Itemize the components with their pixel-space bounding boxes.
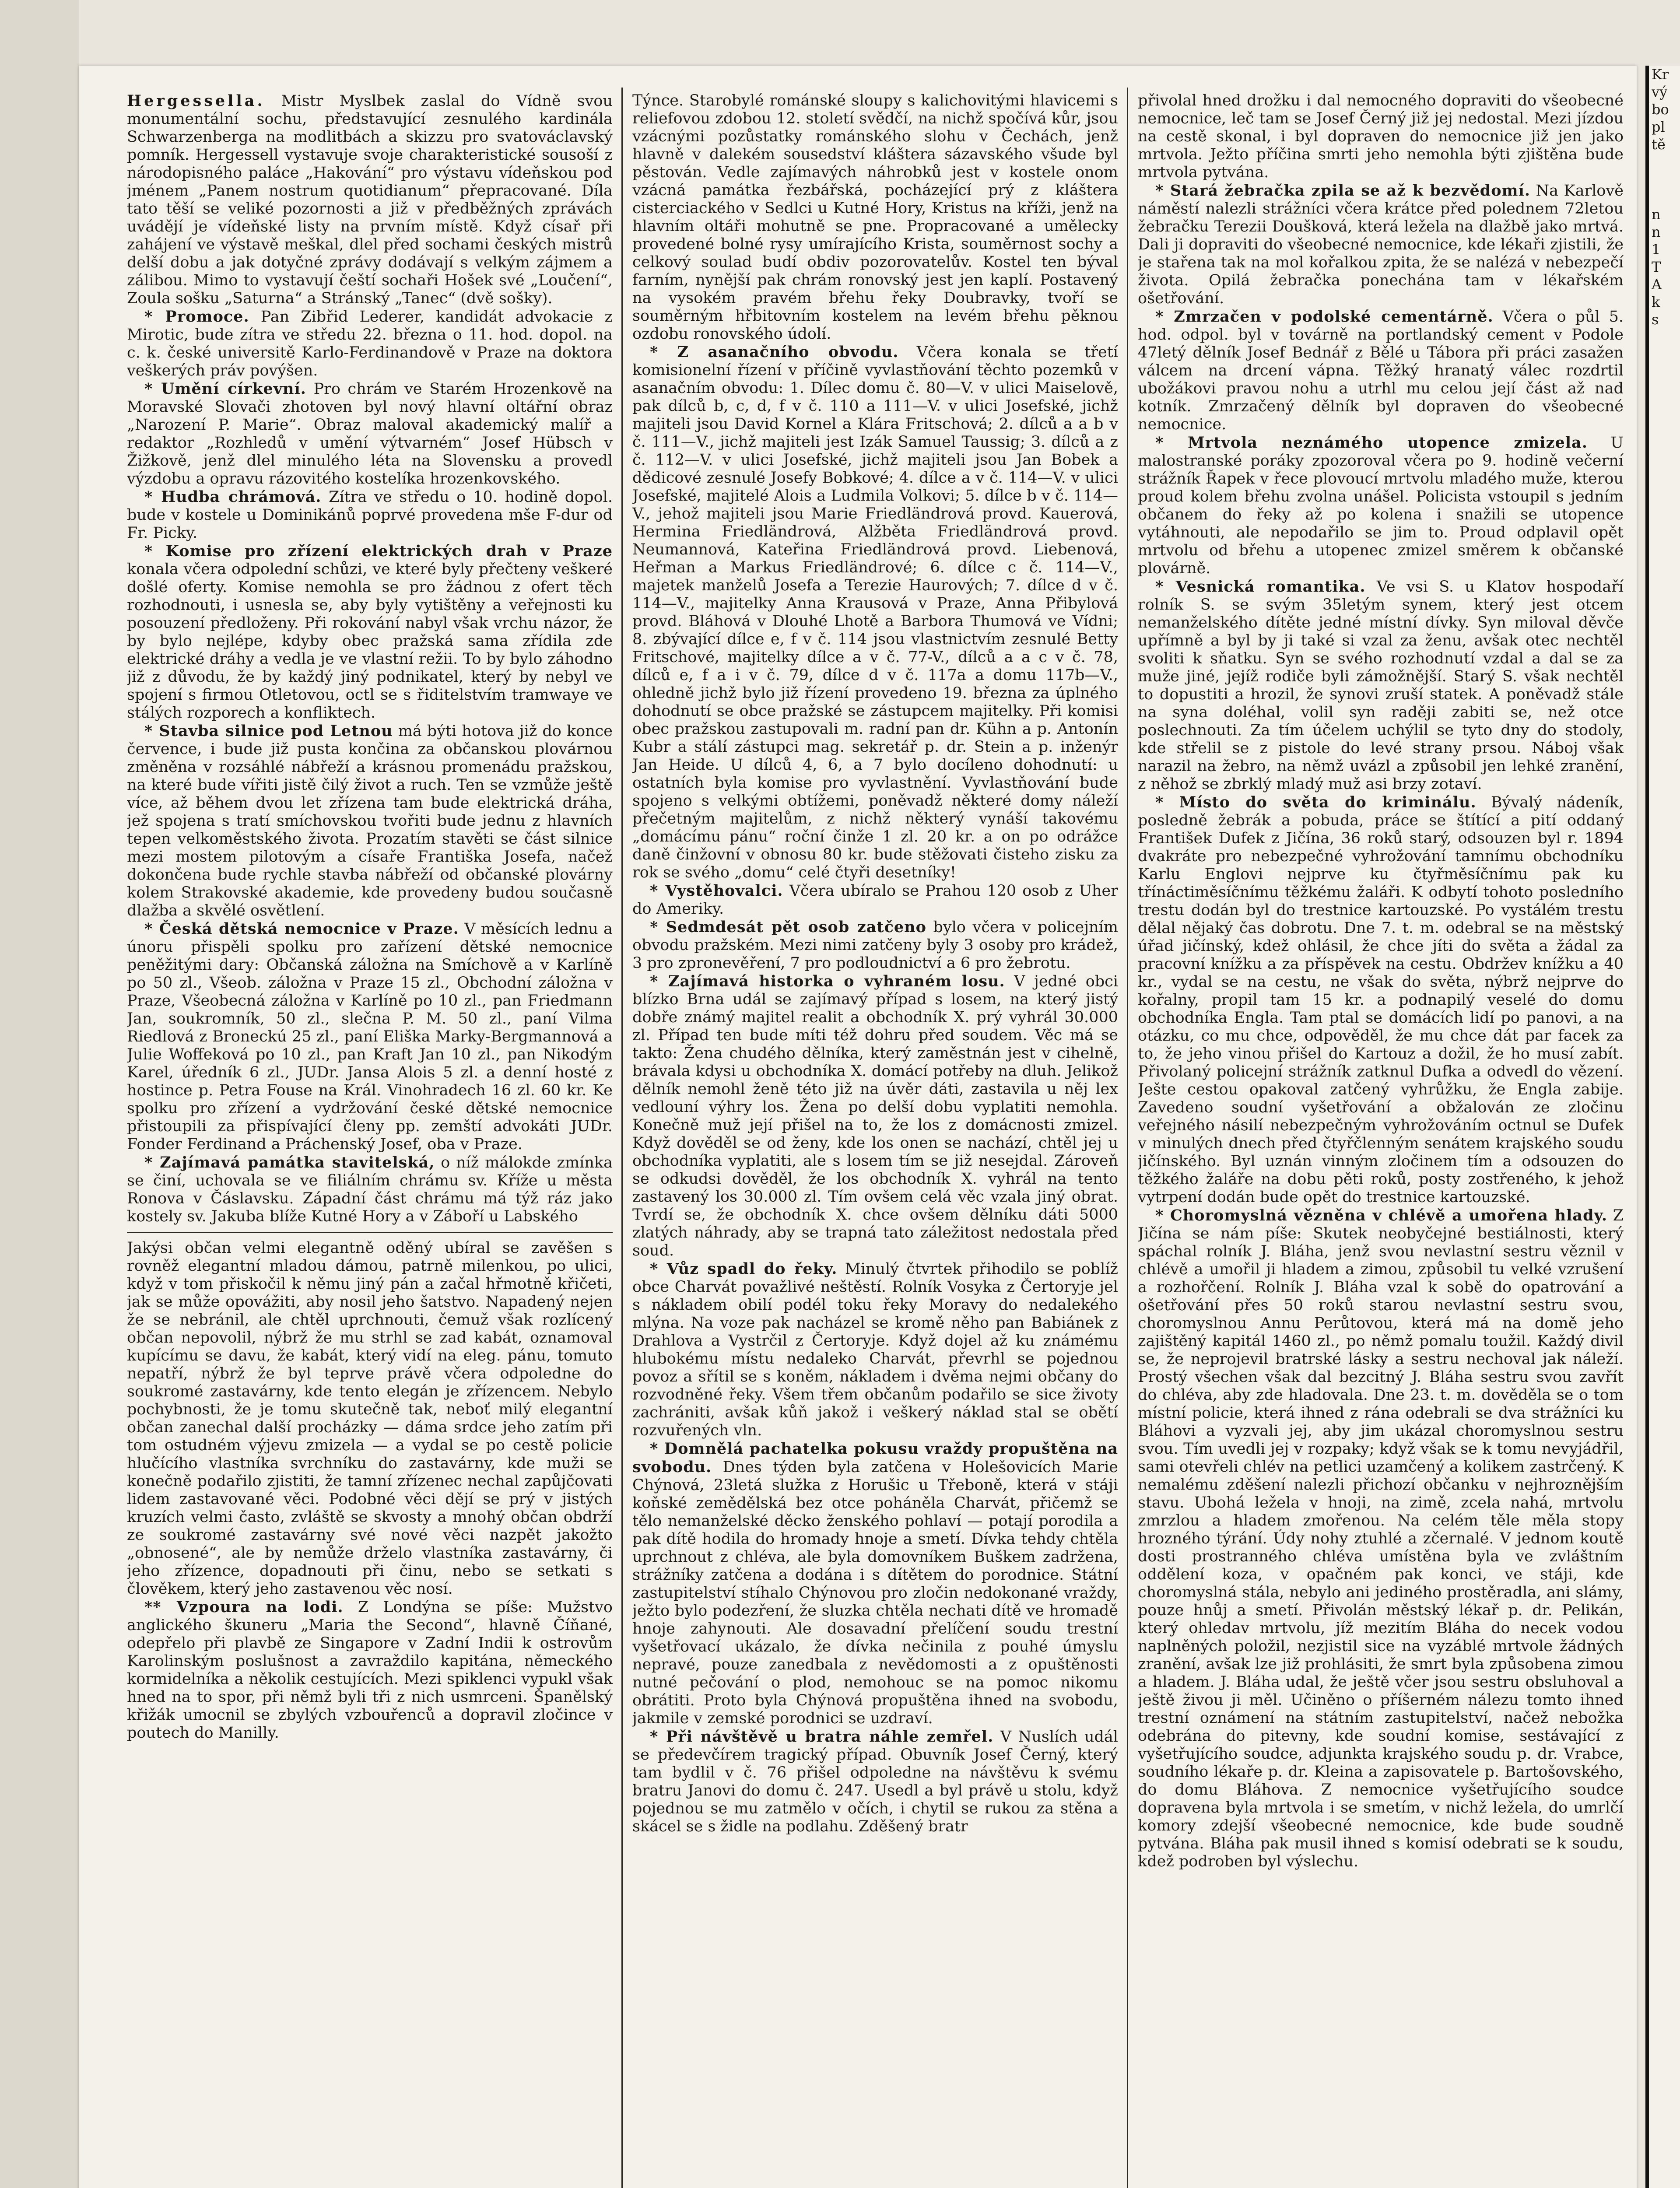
article-body: Jakýsi občan velmi elegantně oděný ubíral se zavěšen s rovněž elegantní mladou dámou, patrně milenkou, po ulici, když v tom přiskočil k němu jiný pán a začal hřmotně křičeti, jak se může opovážiti, aby nosil jeho šatstvo. Napadený nejen že se nebránil, ale chtěl uprchnouti, čemuž však rozlícený občan nepovolil, nýbrž že mu strhl se zad kabát, oznamoval kupícímu se davu, že kabát, který vidí na eleg. pánu, tomuto nepatří, nýbrž že byl teprve právě včera odpoledne do soukromé zastavárny, kde tento elegán je zřízencem. Nebylo pochybnosti, že je tomu skutečně tak, neboť milý elegantní občan zanechal další procházky — dáma srdce jeho zatím při tom ostudném výjevu zmizela — a vydal se po cestě policie hlučícího vlastníka svrchníku do zastavárny, kde muži se konečně podařilo zjistiti, že tamní zřízenec nechal zapůjčovati lidem zastavované věci. Podobné věci dějí se prý v jistých kruzích velmi často, zvláště se skvosty a mnohý občan obdrží ze soukromé zastavárny své nové věci nazpět jakožto „obnosené“, ale by nemůže drželo vlastníka zastavárny, či jeho zřízence, dopadnouti při činu, nebo se setkati s člověkem, který jeho zastavenou věc nosí. (127, 1239, 613, 1598)
article-nemocnice (127, 920, 613, 1154)
article-stavba (127, 722, 613, 920)
article-body: V měsících lednu a únoru přispěli spolku pro zařízení dětské nemocnice peněžitými dary: Občanská záložna na Smíchově a v Karlíně po 50 zl., Všeob. záložna v Praze 15 zl., Obchodní záložna v Praze, Všeobecná záložna v Karlíně po 10 zl., pan Friedmann Jan, soukromník, 50 zl., slečna P. M. 50 zl., paní Vilma Riedlová z Broneckú 25 zl., paní Eliška Marky-Bergmannová a Julie Woffeková po 10 zl., pan Kraft Jan 10 zl., pan Nikodým Karel, úředník 6 zl., JUDr. Jansa Alois 5 zl. a denní hosté z hostince p. Petra Fouse na Král. Vinohradech 16 zl. 60 kr. Ke spolku pro zřízení a vydržování české dětské nemocnice přistoupili za přispívající členy pp. zemští advokáti JUDr. Fonder Ferdinand a Práchenský Josef, oba v Praze. (127, 920, 613, 1153)
article-pamatka (127, 1154, 613, 1226)
article-body: Pro chrám ve Starém Hrozenkově na Moravské Slovači zhotoven byl nový hlavní oltářní obraz „Narození P. Marie“. Obraz maloval akademický malíř a redaktor „Rozhledů v umění výtvarném“ Josef Hübsch v Žižkově, jenž dlel minulého léta na Slovensku a provedl výzdobu a opravu rázovitého kostelíka hrozenkovského. (127, 380, 613, 487)
column-3 (1138, 92, 1624, 2188)
column-1 (127, 92, 613, 2188)
article-feuilleton (127, 1239, 613, 1598)
article-body: Včera ubíralo se Prahou 120 osob z Uher do Ameriky. (632, 882, 1118, 918)
article-vystehovalci (632, 882, 1118, 918)
scan-margin (0, 0, 79, 2188)
edge-fragment: 1 (1652, 241, 1661, 258)
edge-gap (1652, 153, 1680, 206)
article-body: Týnce. Starobylé románské sloupy s kalichovitými hlavicemi s reliefovou zdobou 12. století svědčí, na nichž spočívá kůr, jsou vzácnými pozůstatky románského slohu v Čechách, jenž hlavně v dalekém sousedství kláštera sázavského všude byl pěstován. Vedle zajímavých náhrobků jest v kostele onom vzácná památka řezbářská, pocházející prý z kláštera cisterciackého v Sedlci u Kutné Hory, Kristus na kříži, jenž na hlavním oltáři mohutně se pne. Propracované a umělecky provedené bolné rysy umírajícího Krista, souměrnost sochy a celkový soulad budí obdiv pozorovatelův. Kostel ten býval farním, nynější pak chrám ronovský jest jen kaplí. Postavený na vysokém pravém břehu řeky Doubravky, tvoří se souměrným hřbitovním kostelem na levém břehu pěknou ozdobu ronovského údolí. (632, 92, 1118, 343)
column-rule (1127, 88, 1128, 2188)
article-title: ** Vzpoura na lodi. (144, 1598, 344, 1616)
article-title: * Promoce. (144, 308, 249, 326)
article-title: * Komise pro zřízení elektrických drah v Praze (144, 542, 613, 560)
article-body: Pan Zibřid Lederer, kandidát advokacie z Mirotic, bude zítra ve středu 22. března o 11. hod. dopol. na c. k. české universitě Karlo-Ferdinandově v Praze na doktora veškerých práv povýšen. (127, 308, 613, 379)
article-navsteva (632, 1728, 1118, 1836)
article-body: Na Karlově náměstí nalezli strážníci včera krátce před polednem 72letou žebračku Terezii Doušková, která ležela na dlažbě jako mrtvá. Dali ji dopraviti do všeobecné nemocnice, kde lékaři zjistili, že je stařena tak na mol kořalkou zpita, že se nalézá v nebezpečí života. Opilá žebračka ponechána tam v lékařském ošetřování. (1138, 182, 1624, 307)
article-pachatelka (632, 1440, 1118, 1728)
article-promoce (127, 308, 613, 380)
article-body: Minulý čtvrtek přihodilo se poblíž obce Charvát považlivé neštěstí. Rolník Vosyka z Čertoryje jel s nákladem obilí podél toku řeky Moravy do nedalekého mlýna. Na voze pak nacházel se kromě něho pan Babiánek z Drahlova a Vystrčil z Čertoryje. Když dojel až ku známému hlubokému místu nedaleko Charvát, převrhl se pojednou povoz a sřítil se s koněm, nákladem i dvěma nejmi občany do rozvodněné řeky. Všem třem občanům podařilo se sice životy zachrániti, avšak kůň jakož i veškerý náklad stal se obětí rozvuřených vln. (632, 1260, 1118, 1439)
edge-fragment: bo (1652, 101, 1669, 118)
article-body: Včera o půl 5. hod. odpol. byl v továrně na portlandský cement v Podole 47letý dělník Josef Bednář z Bělé u Tábora při práci zasažen válcem na drcení vápna. Těžký hranatý válec rozdrtil ubožákovi pravou nohu a utrhl mu celou její část až nad kotník. Zmrzačený dělník byl dopraven do všeobecné nemocnice. (1138, 308, 1624, 433)
article-vuz (632, 1260, 1118, 1440)
article-title: * Zmrzačen v podolské cementárně. (1155, 308, 1494, 326)
article-body: Bývalý nádeník, posledně žebrák a pobuda, práce se štítící a pití oddaný František Dufek z Jičína, 36 roků starý, odsouzen byl r. 1894 dvakráte pro nebezpečné vyhrožování tamnímu obchodníku Karlu Englovi nejprve ku čtyřměsíčnímu pak ku třínáctiměsíčnímu těžkému žaláři. K odbytí tohoto posledního trestu dodán byl do trestnice kartouzské. Po vystálém trestu dělal nějaký čas dobrotu. Dne 7. t. m. odebral se na městský úřad jičínský, kdež ohlásil, že chce jíti do světa a žádal za pracovní knížku a za příspěvek na cestu. Obdržev knížku a 40 kr., vydal se na cestu, ne však do světa, nýbrž nejprve do kořalny, propil tam 15 kr. a podnapilý veselé do domu obchodníka Engla. Tam ptal se domácích lidí po panovi, a na otázku, co mu chce, odpověděl, že mu chce dát par facek za to, že jeho vinou přišel do Kartouz a dožil, že ho musí zabít. Přivolaný policejní strážník zatknul Dufka a odvedl do vězení. Ješte cestou opakoval zatčený vyhrůžku, že Engla zabije. Zavedeno soudní vyšetřování a obžalován ze zločinu veřejného násilí nebezpečným vyhrožováním octnul se Dufek v minulých dnech před čtyřčlenným senátem krajského soudu jičínského. Byl uznán vinným zločinem tím a odsouzen do těžkého žaláře na dobu pěti roků, posty zostřeného, k jehož vytrpení dodán bude opět do trestnice kartouzské. (1138, 794, 1624, 1206)
article-body: bylo včera v policejním obvodu pražském. Mezi nimi zatčeny byly 3 osoby pro krádež, 3 pro zpronevěření, 7 pro podloudnictví a 6 pro žebrotu. (632, 919, 1118, 972)
edge-fragment: T (1652, 259, 1661, 275)
article-body: má býti hotova již do konce července, i bude již pusta končina za občanskou plovárnou změněna v rozsáhlé nábřeží a krásnou promenádu pražskou, na které bude vířiti jistě čilý život a ruch. Ten se vzmůže ještě více, až během dvou let zřízena tam bude elektrická dráha, jež spojena s tratí smíchovskou tvořiti bude jednu z hlavních tepen velkoměstského života. Prozatím stavěti se část silnice mezi mostem pilotovým a císaře Františka Josefa, načež dokončena bude rychle stavba nábřeží od občanské plovárny kolem Strakovské akademie, kde provedeny budou současně dlažba a skvělé osvětlení. (127, 722, 613, 919)
article-body: V Nuslích udál se předevčírem tragický případ. Obuvník Josef Černý, který tam bydlil v č. 76 přišel odpoledne na návštěvu k svému bratru Janovi do domu č. 247. Usedl a byl právě u stolu, když pojednou se mu zatmělo v očích, i chytil se rukou za stěna a skácel se s židle na podlahu. Zděšený bratr (632, 1728, 1118, 1835)
article-body: Z Jičína se nám píše: Skutek neobyčejné bestiálnosti, který spáchal rolník J. Bláha, jenž svou nevlastní sestru věznil v chlévě a umořil ji hladem a zimou, způsobil tu velké vzrušení a rozhořčení. Rolník J. Bláha vzal k sobě do opatrování a ošetřování přes 50 roků starou nevlastní sestru svou, choromyslnou Annu Perůtovou, která má na domě jeho zajištěný kapitál 1460 zl., po němž pomalu toužil. Každý divil se, že neprojevil bratrské lásky a sestru nechoval jak náleží. Prostý všechen však dal bezcitný J. Bláha sestru svou zavřít do chléva, aby zde hladovala. Dne 23. t. m. dověděla se o tom místní policie, která ihned z rána odebrali se dva strážníci ku Bláhovi a vyzvali jej, aby jim ukázal choromyslnou sestru svou. Tím uvedli jej v rozpaky; když však se k tomu nevyjádřil, sami otevřeli chlév na petlici uzamčený a kolikem zastrčený. K nemalému zděšení nalezli přichozí občanku v nejhroznějším stavu. Ubohá ležela v hnoji, na zimě, zcela nahá, mrtvolu zmrzlou a hladem zmořenou. Na celém těle měla stopy hrozného týrání. Údy nohy ztuhlé a zčernalé. V jednom koutě dosti prostranného chléva umístěna byla ve zvláštním oddělení koza, v opačném pak konci, ve stáji, kde choromyslná stála, nebylo ani jediného prostěradla, ani slámy, pouze hnůj a smetí. Přivolán městský lékař p. dr. Pelikán, který ohledav mrtvolu, jíž mezitím Bláha do necek vodou naplněných položil, nezjistil sice na vyzáblé mrtvole žádných zranění, avšak lze již prohlásiti, že smrt byla způsobena zimou a hladem. J. Bláha udal, že ještě včer jsou sestru obsluhoval a ještě živou ji měl. Učiněno o příšerném nálezu tomto ihned trestní oznámení na státním zastupitelství, načež nebožka odebrána do pitevny, kde soudní komise, sestávající z vyšetřujícího soudce, adjunkta krajského soudu p. dr. Vrabce, soudního lékaře p. dr. Kleina a zapisovatele p. Bartošovského, do domu Bláhova. Z nemocnice vyšetřujícího soudce dopravena byla mrtvola i se smetím, v nichž ležela, do umrlčí komory zdejší všeobecné nemocnice, kde bude soudně pytvána. Bláha pak musil ihned s komisí odebrati se k soudu, kdež podroben byl výslechu. (1138, 1207, 1624, 1870)
article-navsteva-cont (1138, 92, 1624, 182)
column-rule (621, 88, 623, 2188)
edge-fragment: n (1652, 206, 1661, 223)
article-body: Z Londýna se píše: Mužstvo anglického škuneru „Maria the Second“, hlavně Číňané, odepřelo při plavbě ze Singapore v Zadní Indii k ostrovům Karolinským poslušnost a zavraždilo kapitána, německého kormidelníka a několik cestujících. Mezi spiklenci vypukl však hned na to spor, při němž byli tři z nich usmrceni. Španělský křižák umocnil se zbylých vzbouřenců a dopravil zločince v poutech do Manilly. (127, 1599, 613, 1742)
article-body: Ve vsi S. u Klatov hospodaří rolník S. se svým 35letým synem, který jest otcem nemanželského dítěte jedné místní dívky. Syn miloval děvče upřímně a byl by ji také si vzal za ženu, avšak otec nechtěl svoliti k sňatku. Syn se svého rozhodnutí vzdal a dal se za muže jiné, jejíž rodiče byli zámožnější. Starý S. však nechtěl to dopustiti a hrozil, že synovi zruší statek. A poněvadž stále na syna doléhal, volil syn raději zabiti se, než otce poslechnouti. Za tím účelem uchýlil se tyto dny do stodoly, kde střelil se z pistole do levé strany prsou. Náboj však narazil na žebro, na němž uvázl a způsobil jen lehké zranění, z něhož se zbrklý mladý muž asi brzy zotaví. (1138, 578, 1624, 793)
article-title: * Choromyslná vězněna v chlévě a umořena hlady. (1155, 1206, 1608, 1224)
article-title: * Stará žebračka zpila se až k bezvědomí. (1155, 182, 1531, 200)
edge-fragment: Kr (1652, 66, 1669, 83)
article-zatceno (632, 918, 1118, 972)
article-body: Včera konala se třetí komisionelní řízení v příčině vyvlastňování těchto pozemků v asanačním obvodu: 1. Dílec domu č. 80—V. v ulici Maiselově, pak dílců b, c, d, f v č. 110 a 111—V. v ulici Josefské, jichž majiteli jsou David Kornel a Klára Fritschová; 2. dílců a a b v č. 111—V., jichž majiteli jest Izák Samuel Taussig; 3. dílců a z č. 112—V. v ulici Josefské, jichž majiteli jsou Jan Bobek a dědicové zesnulé Josefy Bobkové; 4. dílce a v č. 114—V. v ulici Josefské, majitelé Alois a Ludmila Volkovi; 5. dílce b v č. 114—V., jehož majiteli jsou Marie Friedländrová provd. Kauerová, Hermina Friedländrová, Alžběta Friedländrová provd. Neumannová, Kateřina Friedländrová provd. Liebenová, Heřman a Markus Friedländrové; 6. dílce c č. 114—V., majetek manželů Josefa a Terezie Haurových; 7. dílce d v č. 114—V., majitelky Anna Krausová v Praze, Anna Přibylová provd. Bláhová v Dlouhé Lhotě a Barbora Thumová ve Vídni; 8. zbývající dílce e, f v č. 114 jsou vlastnictvím zesnulé Betty Fritschové, majitelky dílce a v č. 77-V., dílců a a c v č. 78, dílců e, f a i v č. 79, dílce d v č. 117a a domu 117b—V., ohledně jichž bylo již řízení provedeno 19. března za úplného dohodnutí se obce pražské se zástupcem majitelky. Při komisi obec pražskou zastupovali m. radní pan dr. Kühn a p. Antonín Kubr a stálí zástupci mag. sekretář p. dr. Stein a p. inženýr Jan Heide. U dílců 4, 6, a 7 bylo docíleno dohodnutí: u ostatních byla komise pro vyvlastnění. Vyvlastňování bude spojeno s velkými obtížemi, poněvadž některé domy náleží přečetným majitelům, z nichž některý vynáší takovému „domácímu pánu“ roční činže 1 zl. 20 kr. a on po odrážce daně činžovní v obnosu 80 kr. bude stěžovati čisteho zisku za rok se svého „domu“ celé čtyři desetníky! (632, 344, 1118, 881)
article-title: * Umění církevní. (144, 380, 306, 398)
article-title: Hergessella. (127, 92, 265, 110)
edge-fragment: s (1652, 311, 1659, 328)
section-divider (127, 1232, 613, 1233)
article-los (632, 972, 1118, 1260)
article-zebracka (1138, 182, 1624, 308)
article-title: * Sedmdesát pět osob zatčeno (650, 918, 926, 936)
article-body: Dnes týden byla zatčena v Holešovicích Marie Chýnová, 23letá služka z Horušic u Třeboně, která v stáji koňské zemědělská bez otce poháněla Charvát, přičemž se tělo nemanželské děcko ženského pohlaví — potají porodila a pak dítě hodila do hromady hnoje a smetí. Dívka tehdy chtěla uprchnout z chléva, ale byla domovníkem Buškem zadržena, strážníky zatčena a dodána i s dítětem do porodnice. Státní zastupitelství stíhalo Chýnovou pro zločin nedokonané vraždy, ježto bylo podezření, že sluzka chtěla nechati dítě ve hromadě hnoje zahynouti. Ale dosavadní přelíčení soudu trestní vyšetřovací ukázalo, že dívka nečinila z pouhé úmyslu nepravé, pouze zanedbala z nevědomosti a z opuštěnosti nutné pečování o plod, nemohouc se na pomoc nikomu obrátiti. Proto byla Chýnová propuštěna ihned na svobodu, jakmile v zemské porodnici se uzdraví. (632, 1459, 1118, 1727)
article-choromyslna (1138, 1206, 1624, 1871)
article-hergessell (127, 92, 613, 308)
article-title: * Vesnická romantika. (1155, 578, 1366, 596)
article-title: * Zajímavá historka o vyhraném losu. (650, 972, 1005, 990)
newspaper-page (79, 66, 1637, 2188)
article-romantika (1138, 578, 1624, 793)
column-2 (632, 92, 1118, 2188)
article-body: U malostranské poráky zpozoroval včera po 9. hodině večerní strážník Řapek v řece plovoucí mrtvolu mladého muže, kterou proud kolem břehu zvolna unášel. Policista vstoupil s jedním občanem do řeky až po kolena i snažili se utopence vytáhnouti, ale nepodařilo se jim to. Proud odplavil opět mrtvolu od břehu a utopenec zmizel směrem k občanské plovárně. (1138, 434, 1624, 577)
article-body: Zítra ve středu o 10. hodině dopol. bude v kostele u Dominikánů poprvé provedena mše F-dur od Fr. Picky. (127, 488, 613, 542)
article-title: * Stavba silnice pod Letnou (144, 722, 393, 740)
adjacent-page-edge (1645, 66, 1680, 2188)
article-body: Mistr Myslbek zaslal do Vídně svou monumentální sochu, představující zesnulého kardinála Schwarzenberga na modlitbách a skizzu pro svatováclavský pomník. Hergessell vystavuje svoje charakteristické sousoší z národopisného paláce „Hakování“ pro výstavu vídeňskou pod jménem „Panem nostrum quotidianum“ přepracované. Díla tato těší se veliké pozornosti a již v předběžných zprávách uvádějí je vídeňské listy na prvním místě. Když císař při zahájení ve výstavě meškal, dlel před sochami českých mistrů delší dobu a jak dotyčné zprávy dodávají s velkým zájmem a zálibou. Mimo to vystavují čeští sochaři Hošek své „Loučení“, Zoula sošku „Saturna“ a Stránský „Tanec“ (dvě sošky). (127, 92, 613, 307)
article-komise (127, 542, 613, 722)
edge-fragment: k (1652, 294, 1660, 310)
article-body: V jedné obci blízko Brna udál se zajímavý případ s losem, na který jistý dobře známý majitel realit a obchodník X. prý vyhrál 30.000 zl. Případ ten bude míti též dohru před soudem. Věc má se takto: Žena chudého dělníka, který zaměstnán jest v cihelně, brávala kdysi u obchodníka X. domácí potřeby na dluh. Jelikož dělník nemohl ženě této již na úvěr dáti, zastavila u něj lex vedlouní výhry los. Žena po delší dobu vyplatiti nemohla. Konečně muž její přišel na to, že los z domácnosti zmizel. Když dověděl se od ženy, kde los onen se nachází, chtěl jej u obchodníka vyplatiti, ale s losem tím se již nesejdal. Zároveň se odkudsi dověděl, že los obchodník X. vyhrál na tento zastavený los 30.000 zl. Tím ovšem celá věc vzala jiný obrat. Tvrdí se, že obchodník X. chce ovšem dělníku dáti 5000 zlatých náhrady, aby se trapná tato záležitost nedostala před soud. (632, 973, 1118, 1259)
edge-fragment: A (1652, 276, 1662, 293)
article-title: * Při návštěvě u bratra náhle zemřel. (650, 1728, 994, 1746)
article-hudba (127, 488, 613, 542)
article-body: přivolal hned drožku i dal nemocného dopraviti do všeobecné nemocnice, leč tam se Josef Černý již jej nedostal. Mezi jízdou na cestě skonal, i byl dopraven do nemocnice již jen jako mrtvola. Ježto příčina smrti jeho nemohla býti zjištěna bude mrtvola pytvána. (1138, 92, 1624, 181)
article-utopenec (1138, 434, 1624, 578)
article-kriminal (1138, 793, 1624, 1206)
edge-fragment: pl (1652, 119, 1665, 135)
article-umeni (127, 380, 613, 488)
article-title: * Hudba chrámová. (144, 488, 322, 506)
edge-fragment: vý (1652, 84, 1668, 100)
article-asanace (632, 343, 1118, 882)
article-body: o níž málokde zmínka se činí, uchovala se ve filiálním chrámu sv. Kříže u města Ronova v Čáslavsku. Západní část chrámu má týž ráz jako kostely sv. Jakuba blíže Kutné Hory a v Záboří u Labského (127, 1154, 613, 1225)
article-vzpoura (127, 1598, 613, 1742)
article-body: konala včera odpolední schůzi, ve které byly přečteny veškeré došlé oferty. Komise nemohla se pro žádnou z ofert těch rozhodnouti, i usnesla se, aby byly vytištěny a veřejnosti ku posouzení předloženy. Při rokování nabyl však vrchu názor, že by bylo nejlépe, kdyby obec pražská sama zřídila zde elektrické dráhy a vedla je ve vlastní režii. To by bylo záhodno již z důvodu, že by každý jiný podnikatel, který by nebyl ve spojení s firmou Otletovou, octl se s řiditelstvím tramwaye ve stálých rozporech a konfliktech. (127, 561, 613, 722)
article-title: * Z asanačního obvodu. (650, 343, 899, 361)
article-cementarna (1138, 308, 1624, 434)
article-title: * Česká dětská nemocnice v Praze. (144, 920, 459, 938)
article-tynce (632, 92, 1118, 343)
article-title: * Domnělá pachatelka pokusu vraždy propuštěna na svobodu. (632, 1440, 1118, 1476)
edge-fragment: n (1652, 224, 1661, 240)
article-title: * Zajímavá památka stavitelská, (144, 1154, 435, 1171)
article-title: * Vystěhovalci. (650, 882, 783, 900)
article-title: * Vůz spadl do řeky. (650, 1260, 838, 1278)
article-title: * Mrtvola neznámého utopence zmizela. (1155, 434, 1588, 452)
article-title: * Místo do světa do kriminálu. (1155, 793, 1477, 811)
edge-fragment: tě (1652, 136, 1666, 153)
